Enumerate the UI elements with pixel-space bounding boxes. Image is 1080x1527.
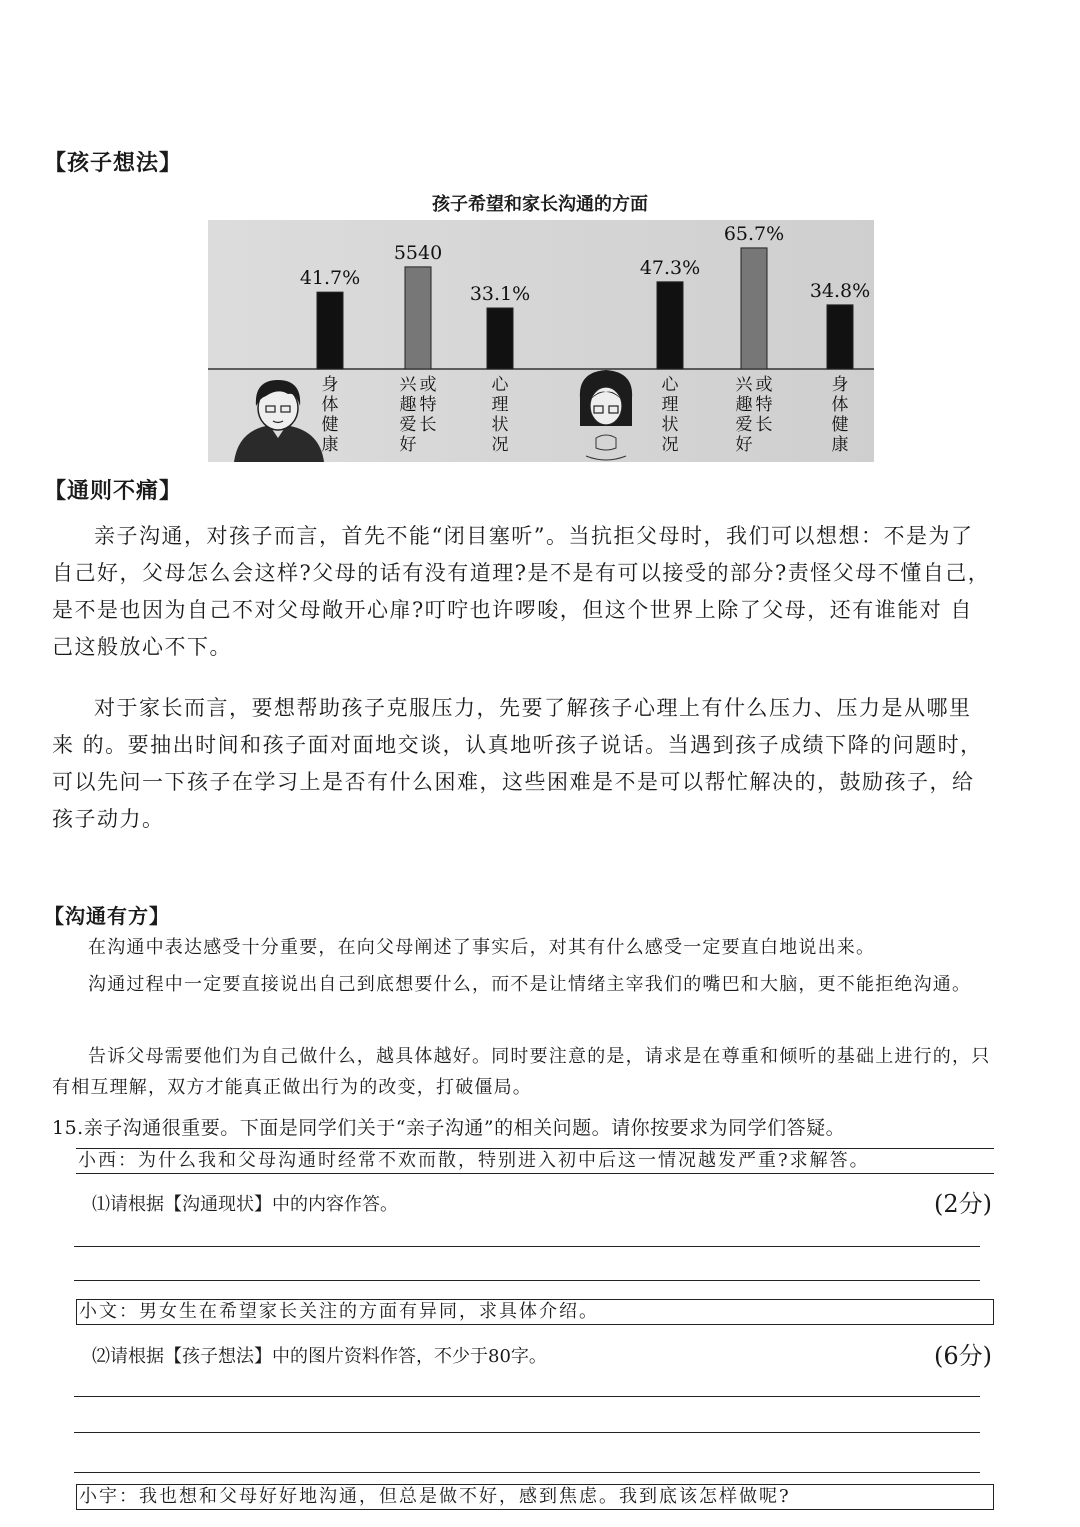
sub-question-2: ⑵请根据【孩子想法】中的图片资料作答，不少于80字。 (92, 1346, 547, 1367)
score-2: (6分) (934, 1342, 992, 1370)
category-label-char: 心 (661, 375, 679, 395)
bar-girl-1 (657, 282, 683, 369)
category-label-char: 长 (755, 415, 773, 435)
xiaoyu-question-box: 小宇：我也想和父母好好地沟通，但总是做不好，感到焦虑。我到底该怎样做呢? (76, 1484, 994, 1510)
bar-value-label: 5540 (393, 241, 443, 264)
bar-girl-2 (741, 248, 767, 369)
bar-boy-3 (487, 308, 513, 369)
section-heading-ineffective: 【通则不痛】 (44, 479, 183, 504)
answer-line[interactable] (74, 1472, 980, 1473)
bar-value-label: 47.3% (639, 256, 701, 279)
category-label-char: 兴 (399, 375, 417, 395)
chart-title: 孩子希望和家长沟通的方面 (432, 194, 648, 215)
paragraph-parent-side: 对于家长而言，要想帮助孩子克服压力，先要了解孩子心理上有什么压力、压力是从哪里来 的。要抽出时间和孩子面对面地交谈，认真地听孩子说话。当遇到孩子成绩下降的问题时，可以先问一下孩子在学习上是否有什么困难，这些困难是不是可以帮忙解决的，鼓励孩子，给孩子动力。 (52, 696, 983, 831)
category-label-char: 状 (491, 415, 509, 435)
category-label-char: 理 (491, 395, 509, 415)
category-label-char: 康 (831, 435, 849, 455)
bar-boy-2 (405, 267, 431, 369)
question-stem: 15.亲子沟通很重要。下面是同学们关于“亲子沟通”的相关问题。请你按要求为同学们答疑。 (52, 1117, 846, 1139)
xiaoxi-question-box: 小西：为什么我和父母沟通时经常不欢而散，特别进入初中后这一情况越发严重?求解答。 (76, 1148, 994, 1174)
category-label-char: 理 (661, 395, 679, 415)
answer-line[interactable] (74, 1432, 980, 1433)
category-label-char: 体 (321, 395, 339, 415)
category-label (832, 375, 849, 455)
category-label-char: 心 (491, 375, 509, 395)
category-label-char: 特 (755, 395, 773, 415)
paragraph-say-wants: 沟通过程中一定要直接说出自己到底想要什么，而不是让情绪主宰我们的嘴巴和大脑，更不能拒绝沟通。 (88, 974, 972, 995)
category-label-char: 趣 (735, 395, 753, 415)
answer-line[interactable] (74, 1396, 980, 1397)
score-1: (2分) (934, 1190, 992, 1218)
section-heading-children-thoughts: 【孩子想法】 (44, 151, 183, 176)
bar-value-label: 34.8% (809, 279, 871, 302)
category-label-char: 爱 (735, 415, 753, 435)
xiaowen-question-box: 小文：男女生在希望家长关注的方面有异同，求具体介绍。 (76, 1299, 994, 1325)
category-label-char: 或 (419, 375, 437, 395)
category-label-char: 况 (491, 435, 509, 455)
bar-boy-1 (317, 292, 343, 369)
bar-value-label: 33.1% (469, 283, 531, 306)
category-label-char: 好 (399, 435, 417, 455)
chart-background (208, 220, 874, 462)
paragraph-child-side: 亲子沟通，对孩子而言，首先不能“闭目塞听”。当抗拒父母时，我们可以想想：不是为了自己好，父母怎么会这样?父母的话有没有道理?是不是有可以接受的部分?责怪父母不懂自己，是不是也因为自己不对父母敞开心扉?叮咛也许啰唆，但这个世界上除了父母，还有谁能对 自己这般放心不下。 (52, 524, 991, 659)
category-label (322, 375, 339, 455)
bar-girl-3 (827, 305, 853, 369)
category-label (492, 375, 510, 455)
paragraph-express-feelings: 在沟通中表达感受十分重要，在向父母阐述了事实后，对其有什么感受一定要直白地说出来。 (88, 937, 876, 958)
category-label-char: 健 (831, 415, 849, 435)
paragraph-requests: 告诉父母需要他们为自己做什么，越具体越好。同时要注意的是，请求是在尊重和倾听的基础上进行的，只有相互理解，双方才能真正做出行为的改变，打破僵局。 (52, 1046, 991, 1098)
category-label-char: 状 (661, 415, 679, 435)
answer-line[interactable] (74, 1246, 980, 1247)
category-label-char: 好 (735, 435, 753, 455)
category-label-char: 康 (321, 435, 339, 455)
category-label-char: 爱 (399, 415, 417, 435)
category-label-char: 趣 (399, 395, 417, 415)
category-label-char: 况 (661, 435, 679, 455)
section-heading-effective: 【沟通有方】 (44, 904, 170, 928)
bar-value-label: 41.7% (299, 267, 361, 290)
category-label-char: 身 (831, 375, 849, 395)
category-label-char: 体 (831, 395, 849, 415)
sub-question-1: ⑴请根据【沟通现状】中的内容作答。 (92, 1194, 398, 1215)
category-label-char: 身 (321, 375, 339, 395)
category-label (662, 375, 680, 455)
bar-chart (208, 220, 874, 462)
category-label-char: 兴 (735, 375, 753, 395)
answer-line[interactable] (74, 1280, 980, 1281)
category-label-char: 长 (419, 415, 437, 435)
category-label-char: 特 (419, 395, 437, 415)
category-label-char: 或 (755, 375, 773, 395)
bar-value-label: 65.7% (723, 222, 785, 245)
category-label-char: 健 (321, 415, 339, 435)
